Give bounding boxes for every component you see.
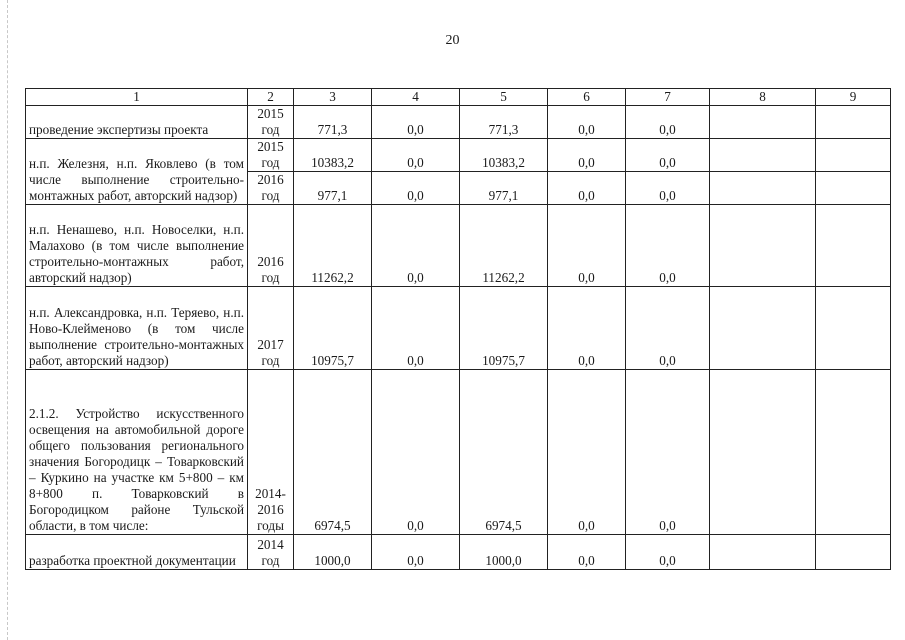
row-description: н.п. Ненашево, н.п. Новоселки, н.п. Малахово (в том числе выполнение строительно-монтажных работ, авторский надзор) <box>26 205 248 287</box>
table-row <box>26 287 891 370</box>
cell-value: 0,0 <box>548 139 626 172</box>
cell-value: 0,0 <box>372 106 460 139</box>
row-year: 2016 год <box>248 172 294 205</box>
table-row <box>26 535 891 570</box>
budget-table <box>25 88 891 570</box>
cell-value: 10383,2 <box>460 139 548 172</box>
column-header: 4 <box>372 89 460 106</box>
column-header: 6 <box>548 89 626 106</box>
table-row <box>26 370 891 535</box>
column-header: 7 <box>626 89 710 106</box>
row-year: 2015 год <box>248 106 294 139</box>
cell-value: 0,0 <box>626 287 710 370</box>
row-description: н.п. Александровка, н.п. Теряево, н.п. Ново-Клейменово (в том числе выполнение строительно-монтажных работ, авторский надзор) <box>26 287 248 370</box>
cell-value <box>816 370 891 535</box>
cell-value <box>816 287 891 370</box>
cell-value: 0,0 <box>548 370 626 535</box>
row-year: 2016 год <box>248 205 294 287</box>
row-description: н.п. Железня, н.п. Яковлево (в том числе выполнение строительно-монтажных работ, авторский надзор) <box>26 139 248 205</box>
cell-value: 0,0 <box>372 535 460 570</box>
row-description: 2.1.2. Устройство искусственного освещения на автомобильной дороге общего пользования регионального значения Богородицк – Товарковский – Куркино на участке км 5+800 – км 8+800 п. Товарковский в Богородицком районе Тульской области, в том числе: <box>26 370 248 535</box>
cell-value: 0,0 <box>626 106 710 139</box>
table-row <box>26 205 891 287</box>
cell-value: 10975,7 <box>460 287 548 370</box>
binding-margin-line <box>7 0 8 640</box>
cell-value <box>816 172 891 205</box>
cell-value: 0,0 <box>548 535 626 570</box>
cell-value <box>710 287 816 370</box>
row-description: проведение экспертизы проекта <box>26 106 248 139</box>
cell-value: 0,0 <box>372 172 460 205</box>
column-header: 5 <box>460 89 548 106</box>
cell-value: 10975,7 <box>294 287 372 370</box>
cell-value: 0,0 <box>626 205 710 287</box>
cell-value <box>710 535 816 570</box>
row-year: 2015 год <box>248 139 294 172</box>
cell-value: 0,0 <box>372 370 460 535</box>
cell-value: 6974,5 <box>294 370 372 535</box>
cell-value: 0,0 <box>548 205 626 287</box>
cell-value <box>816 139 891 172</box>
cell-value: 11262,2 <box>294 205 372 287</box>
cell-value: 11262,2 <box>460 205 548 287</box>
row-description: разработка проектной документации <box>26 535 248 570</box>
cell-value: 10383,2 <box>294 139 372 172</box>
cell-value <box>710 106 816 139</box>
cell-value: 0,0 <box>626 370 710 535</box>
cell-value: 0,0 <box>548 287 626 370</box>
column-header: 3 <box>294 89 372 106</box>
row-year: 2017 год <box>248 287 294 370</box>
column-header: 8 <box>710 89 816 106</box>
cell-value: 0,0 <box>372 287 460 370</box>
column-header: 1 <box>26 89 248 106</box>
cell-value: 0,0 <box>548 172 626 205</box>
cell-value <box>710 370 816 535</box>
cell-value: 0,0 <box>372 139 460 172</box>
row-year: 2014 год <box>248 535 294 570</box>
cell-value <box>816 205 891 287</box>
cell-value <box>710 205 816 287</box>
cell-value: 1000,0 <box>460 535 548 570</box>
cell-value: 0,0 <box>626 535 710 570</box>
cell-value: 6974,5 <box>460 370 548 535</box>
column-number-row <box>26 89 891 106</box>
cell-value <box>710 172 816 205</box>
row-year: 2014-2016 годы <box>248 370 294 535</box>
table-row <box>26 139 891 172</box>
cell-value <box>710 139 816 172</box>
cell-value: 771,3 <box>294 106 372 139</box>
cell-value: 0,0 <box>626 172 710 205</box>
table-row <box>26 106 891 139</box>
cell-value: 977,1 <box>294 172 372 205</box>
cell-value: 771,3 <box>460 106 548 139</box>
cell-value: 0,0 <box>372 205 460 287</box>
column-header: 2 <box>248 89 294 106</box>
column-header: 9 <box>816 89 891 106</box>
cell-value <box>816 535 891 570</box>
cell-value: 0,0 <box>548 106 626 139</box>
cell-value: 977,1 <box>460 172 548 205</box>
cell-value: 1000,0 <box>294 535 372 570</box>
cell-value: 0,0 <box>626 139 710 172</box>
page-number: 20 <box>445 33 460 48</box>
cell-value <box>816 106 891 139</box>
